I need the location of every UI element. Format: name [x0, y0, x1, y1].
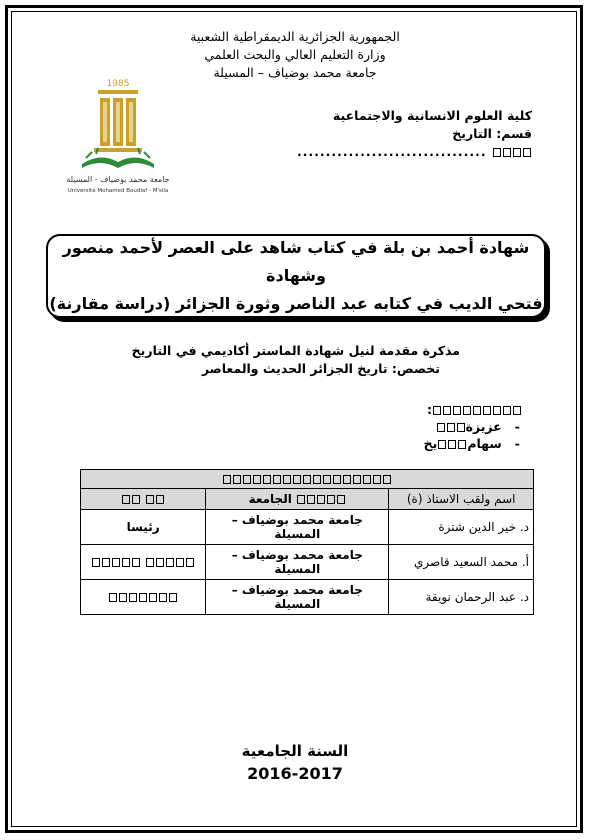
academic-year-label: السنة الجامعية: [241, 742, 349, 760]
header-university: [206, 489, 389, 510]
jury-row: [81, 580, 534, 615]
jury-member-university: جامعة محمد بوضياف – المسيلة: [206, 545, 389, 580]
students-heading: :: [427, 401, 522, 418]
student-2-bullet: -: [514, 436, 520, 451]
logo-year: 1985: [106, 79, 130, 89]
header-ministry: وزارة التعليم العالي والبحث العلمي: [204, 47, 386, 62]
jury-member-role: [81, 545, 206, 580]
logo-name-ar: جامعة محمد بوضياف - المسيلة: [66, 175, 170, 184]
jury-member-university: جامعة محمد بوضياف – المسيلة: [206, 510, 389, 545]
student-1-bullet: -: [514, 419, 520, 434]
jury-member-role: [81, 580, 206, 615]
student-1: [436, 418, 520, 435]
header-university-label: الجامعة: [248, 492, 292, 506]
header-republic: الجمهورية الجزائرية الديمقراطية الشعبية: [190, 29, 400, 44]
jury-member-university: جامعة محمد بوضياف – المسيلة: [206, 580, 389, 615]
department-name: قسم: التاريخ: [452, 126, 532, 141]
jury-member-name: د. خير الدين شترة: [389, 510, 534, 545]
academic-year-value: 2016-2017: [247, 764, 343, 783]
student-1-first: عزيزة: [465, 419, 502, 434]
header-university: جامعة محمد بوضياف – المسيلة: [213, 65, 377, 80]
jury-table: [80, 469, 534, 615]
faculty-name: كلية العلوم الانسانية والاجتماعية: [332, 108, 532, 123]
student-2: [424, 435, 520, 452]
jury-row: [81, 545, 534, 580]
jury-row: [81, 510, 534, 545]
jury-member-role: رئيسا: [81, 510, 206, 545]
header-name: اسم ولقب الاستاذ (ة): [389, 489, 534, 510]
jury-table-title-row: [81, 470, 534, 489]
student-2-first: سهام: [467, 436, 502, 451]
thesis-title-line2: فتحي الديب في كتابه عبد الناصر وثورة الجزائر (دراسة مقارنة): [49, 294, 543, 313]
jury-member-name: د. عبد الرحمان نويقة: [389, 580, 534, 615]
header-role: [81, 489, 206, 510]
university-logo: [62, 72, 174, 194]
memo-description: مذكرة مقدمة لنيل شهادة الماستر أكاديمي في التاريخ: [131, 343, 460, 358]
jury-table-title: [81, 470, 534, 489]
memo-specialty: تخصص: تاريخ الجزائر الحديث والمعاصر: [201, 361, 440, 376]
jury-table-header: [81, 489, 534, 510]
thesis-title-box: [46, 234, 546, 318]
placeholder-dots: .................................: [296, 144, 487, 159]
jury-member-name: أ. محمد السعيد قاصري: [389, 545, 534, 580]
university-logo-icon: [62, 72, 174, 194]
placeholder-line: [297, 144, 532, 160]
logo-name-fr: Université Mohamed Boudiaf - M'sila: [67, 188, 169, 194]
student-2-last: يخ: [423, 436, 438, 451]
thesis-title-line1: شهادة أحمد بن بلة في كتاب شاهد على العصر لأحمد منصور وشهادة: [62, 238, 530, 285]
